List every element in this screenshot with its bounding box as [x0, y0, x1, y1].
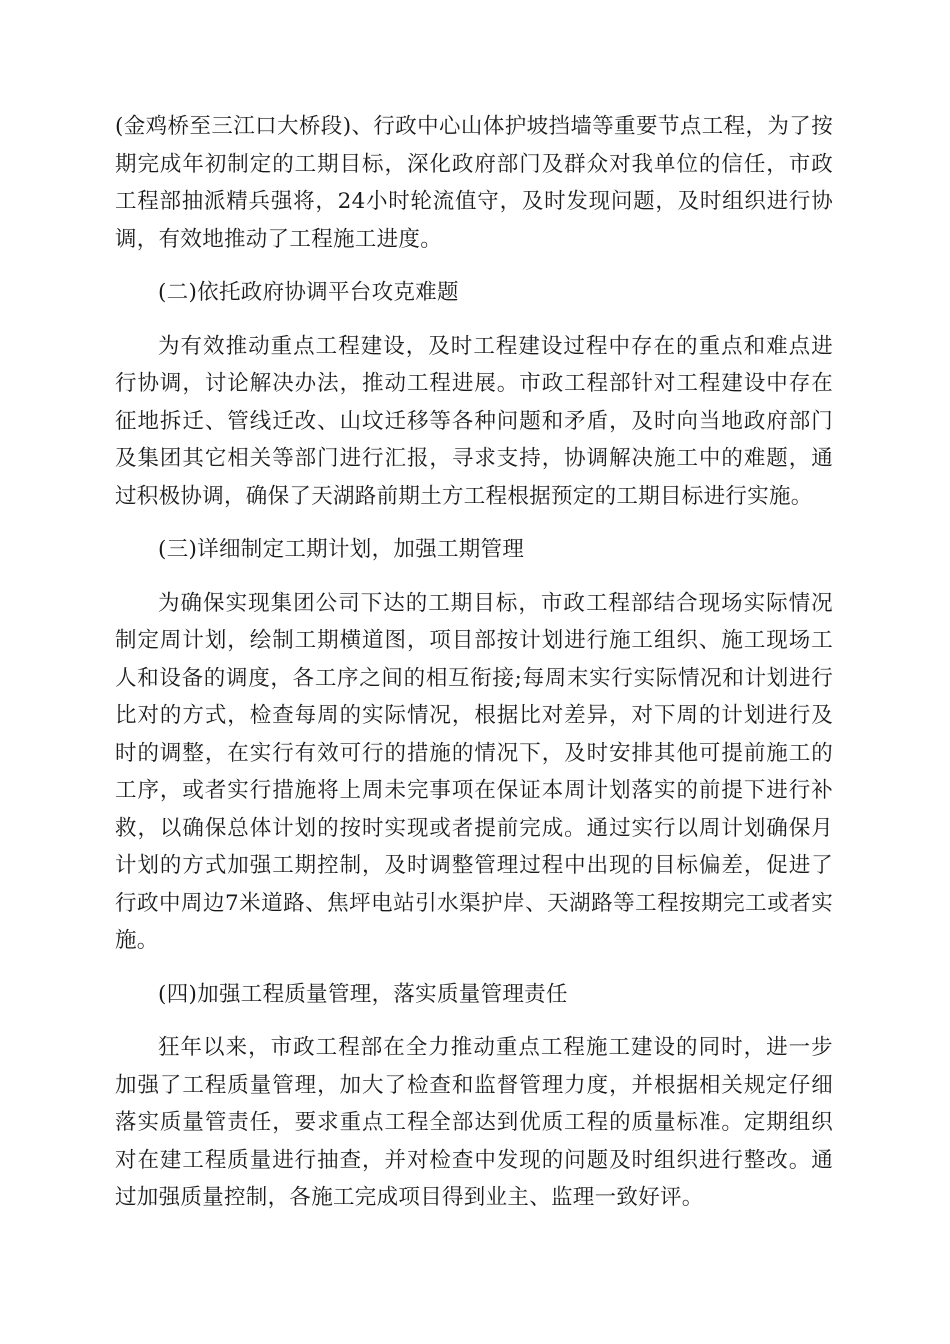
- section-heading: (二)依托政府协调平台攻克难题: [158, 280, 459, 305]
- section-heading: (四)加强工程质量管理，落实质量管理责任: [158, 981, 568, 1007]
- section-heading: (三)详细制定工期计划，加强工期管理: [158, 537, 525, 562]
- spacer: [115, 1013, 833, 1029]
- spacer: [115, 960, 833, 976]
- body-paragraph: 为有效推动重点工程建设，及时工程建设过程中存在的重点和难点进行协调，讨论解决办法，推动工程进展。市政工程部针对工程建设中存在征地拆迁、管线迁改、山坟迁移等各种问题和矛盾，及时向当地政府部门及集团其它相关等部门进行汇报，寻求支持，协调解决施工中的难题，通过积极协调，确保了天湖路前期土方工程根据预定的工期目标进行实施。: [115, 333, 833, 509]
- document-page: [115, 108, 833, 1217]
- body-paragraph: (金鸡桥至三江口大桥段)、行政中心山体护坡挡墙等重要节点工程，为了按期完成年初制定的工期目标，深化政府部门及群众对我单位的信任，市政工程部抽派精兵强将，24小时轮流值守，及时发现问题，及时组织进行协调，有效地推动了工程施工进度。: [115, 114, 833, 252]
- spacer: [115, 515, 833, 531]
- spacer: [115, 569, 833, 585]
- body-paragraph: 狂年以来，市政工程部在全力推动重点工程施工建设的同时，进一步加强了工程质量管理，加大了检查和监督管理力度，并根据相关规定仔细落实质量管责任，要求重点工程全部达到优质工程的质量标准。定期组织对在建工程质量进行抽查，并对检查中发现的问题及时组织进行整改。通过加强质量控制，各施工完成项目得到业主、监理一致好评。: [115, 1035, 833, 1210]
- spacer: [115, 312, 833, 328]
- spacer: [115, 258, 833, 274]
- body-paragraph: 为确保实现集团公司下达的工期目标，市政工程部结合现场实际情况制定周计划，绘制工期横道图，项目部按计划进行施工组织、施工现场工人和设备的调度，各工序之间的相互衔接;每周末实行实际情况和计划进行比对的方式，检查每周的实际情况，根据比对差异，对下周的计划进行及时的调整，在实行有效可行的措施的情况下，及时安排其他可提前施工的工序，或者实行措施将上周未完事项在保证本周计划落实的前提下进行补救，以确保总体计划的按时实现或者提前完成。通过实行以周计划确保月计划的方式加强工期控制，及时调整管理过程中出现的目标偏差，促进了行政中周边7米道路、焦坪电站引水渠护岸、天湖路等工程按期完工或者实施。: [115, 590, 833, 953]
